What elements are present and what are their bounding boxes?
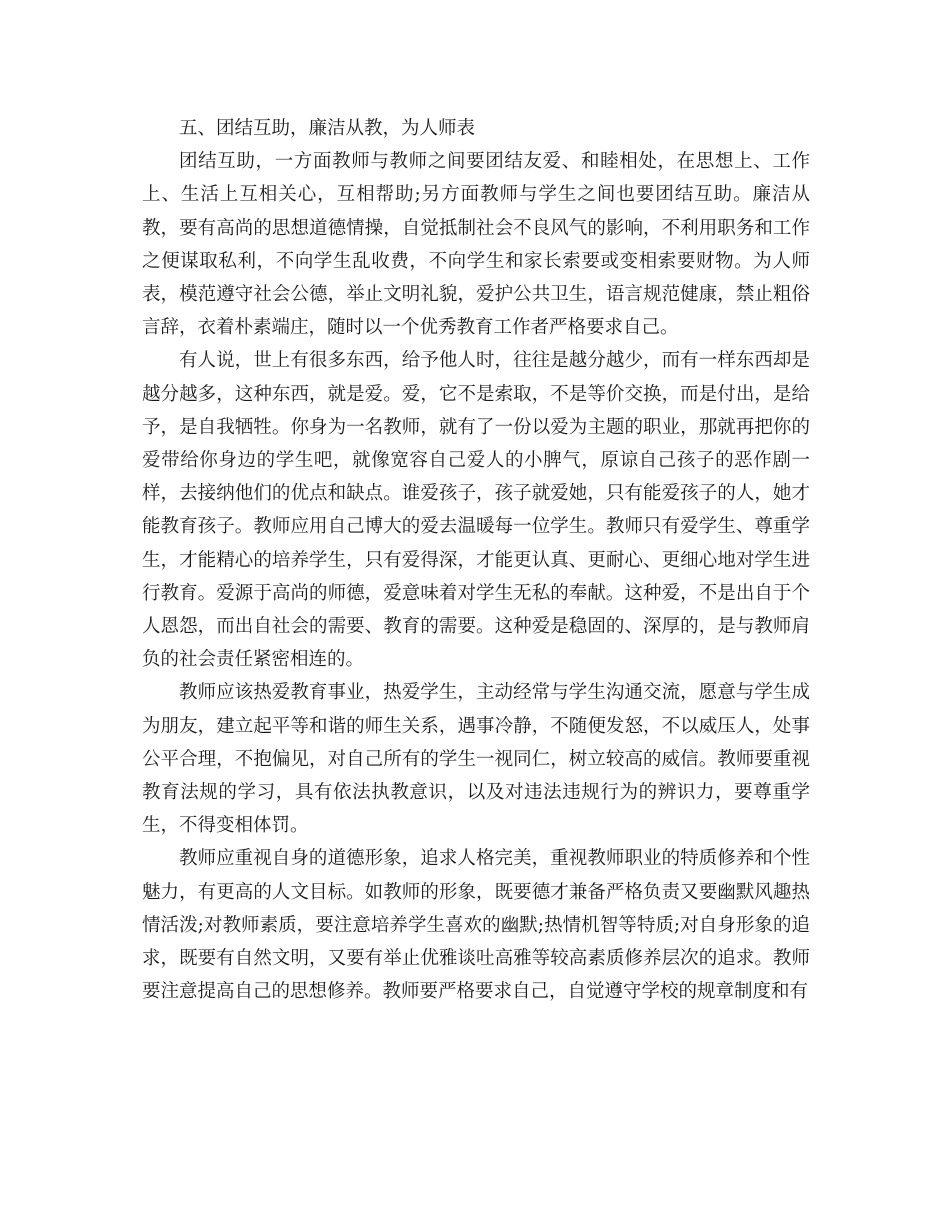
section-heading: 五、团结互助，廉洁从教，为人师表 bbox=[179, 118, 476, 139]
paragraph: 教师应该热爱教育事业，热爱学生，主动经常与学生沟通交流，愿意与学生成为朋友，建立起平等和谐的师生关系，遇事冷静，不随便发怒，不以威压人，处事公平合理，不抱偏见，对自己所有的学生一视同仁，树立较高的威信。教师要重视教育法规的学习，具有依法执教意识，以及对违法违规行为的辨识力，要尊重学生，不得变相体罚。 bbox=[142, 682, 810, 837]
paragraph: 有人说，世上有很多东西，给予他人时，往往是越分越少，而有一样东西却是越分越多，这种东西，就是爱。爱，它不是索取，不是等价交换，而是付出，是给予，是自我牺牲。你身为一名教师，就有了一份以爱为主题的职业，那就再把你的爱带给你身边的学生吧，就像宽容自己爱人的小脾气，原谅自己孩子的恶作剧一样，去接纳他们的优点和缺点。谁爱孩子，孩子就爱她，只有能爱孩子的人，她才能教育孩子。教师应用自己博大的爱去温暖每一位学生。教师只有爱学生、尊重学生，才能精心的培养学生，只有爱得深，才能更认真、更耐心、更细心地对学生进行教育。爱源于高尚的师德，爱意味着对学生无私的奉献。这种爱，不是出自于个人恩怨，而出自社会的需要、教育的需要。这种爱是稳固的、深厚的，是与教师肩负的社会责任紧密相连的。 bbox=[142, 350, 810, 671]
paragraph: 教师应重视自身的道德形象，追求人格完美，重视教师职业的特质修养和个性魅力，有更高的人文目标。如教师的形象，既要德才兼备严格负责又要幽默风趣热情活泼;对教师素质，要注意培养学生喜欢的幽默;热情机智等特质;对自身形象的追求，既要有自然文明，又要有举止优雅谈吐高雅等较高素质修养层次的追求。教师要注意提高自己的思想修养。教师要严格要求自己，自觉遵守学校的规章制度和有 bbox=[142, 848, 810, 1003]
document-body bbox=[142, 112, 810, 1008]
paragraph: 团结互助，一方面教师与教师之间要团结友爱、和睦相处，在思想上、工作上、生活上互相关心，互相帮助;另方面教师与学生之间也要团结互助。廉洁从教，要有高尚的思想道德情操，自觉抵制社会不良风气的影响，不利用职务和工作之便谋取私利，不向学生乱收费，不向学生和家长索要或变相索要财物。为人师表，模范遵守社会公德，举止文明礼貌，爱护公共卫生，语言规范健康，禁止粗俗言辞，衣着朴素端庄，随时以一个优秀教育工作者严格要求自己。 bbox=[142, 151, 810, 339]
